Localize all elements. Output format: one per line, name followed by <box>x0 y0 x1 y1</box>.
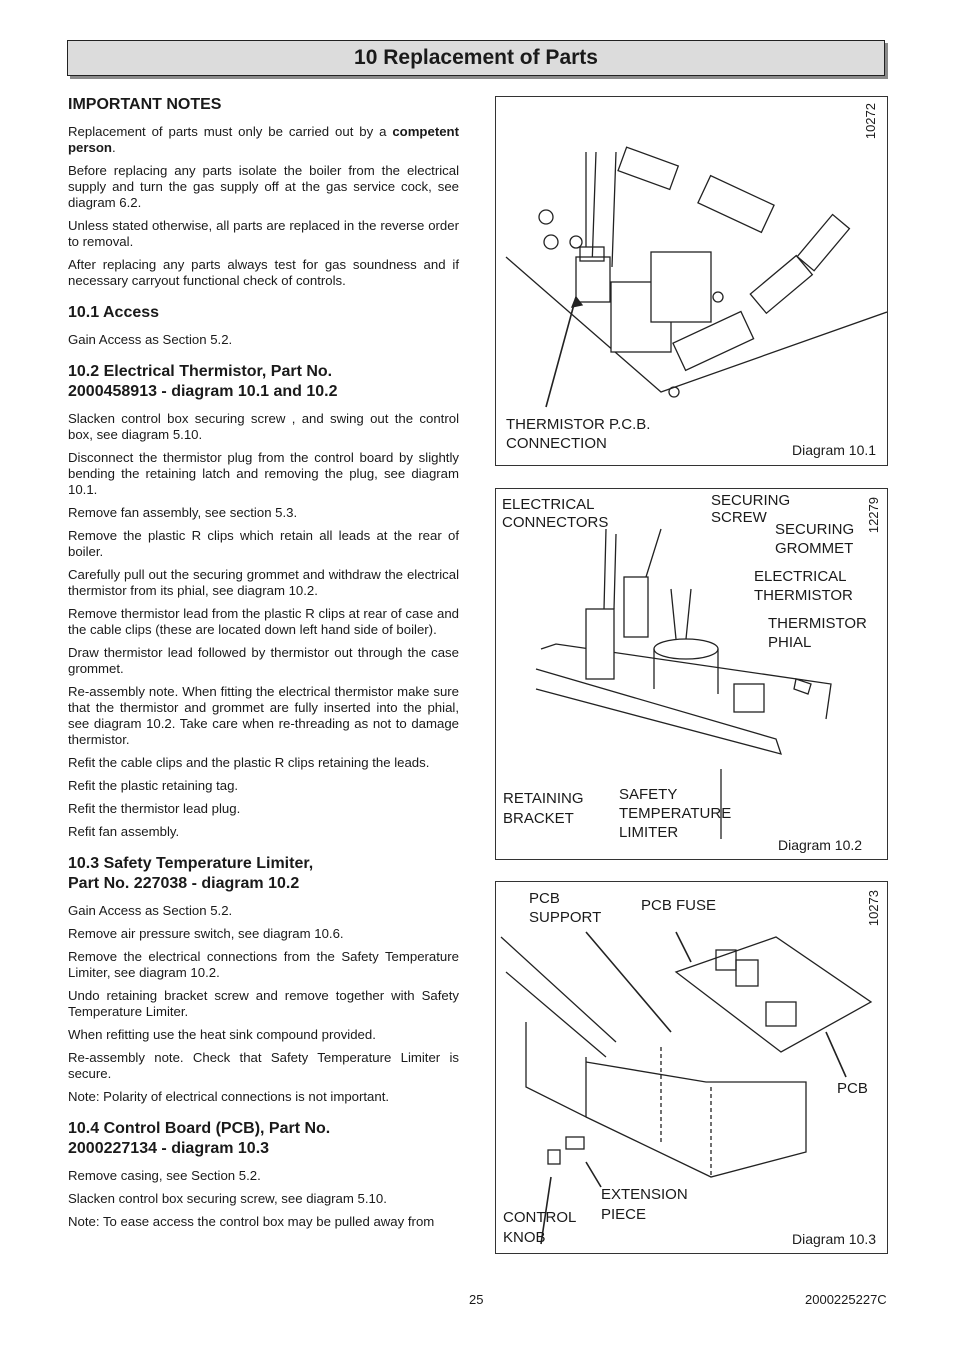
section-heading: 10.1 Access <box>68 304 160 321</box>
section-paragraph: Re-assembly note. When fitting the electrical thermistor make sure that the thermistor and grommet are fully inserted into the phial, see diagram 10.2. Take care when re-threading as not to damage thermistor. <box>68 684 459 747</box>
diagram-caption: Diagram 10.3 <box>792 1231 877 1247</box>
section-limiter <box>68 854 459 1105</box>
section-paragraph: Disconnect the thermistor plug from the control board by slightly bending the retaining latch and removing the plug, see diagram 10.1. <box>68 450 459 497</box>
section-paragraph: Re-assembly note. Check that Safety Temperature Limiter is secure. <box>68 1050 459 1081</box>
section-paragraph: Remove fan assembly, see section 5.3. <box>68 505 298 520</box>
section-heading: 10.3 Safety Temperature Limiter, Part No. 227038 - diagram 10.2 <box>68 855 314 892</box>
section-paragraph: Gain Access as Section 5.2. <box>68 903 233 918</box>
securing-grommet-label: SECURING GROMMET <box>775 521 855 557</box>
thermistor-pcb-connection-label: THERMISTOR P.C.B. CONNECTION <box>506 416 651 452</box>
title-bar <box>67 40 885 76</box>
section-paragraph: Note: Polarity of electrical connections is not important. <box>68 1089 390 1104</box>
diagram-10-3 <box>495 881 888 1254</box>
extension-piece-label: EXTENSION PIECE <box>601 1186 688 1223</box>
section-paragraph: Draw thermistor lead followed by thermistor out through the case grommet. <box>68 645 459 676</box>
section-paragraph: Refit the thermistor lead plug. <box>68 801 241 816</box>
section-paragraph: Undo retaining bracket screw and remove together with Safety Temperature Limiter. <box>68 988 459 1019</box>
section-paragraph: Note: To ease access the control box may be pulled away from <box>68 1214 435 1229</box>
pcb-label: PCB <box>837 1080 868 1097</box>
section-paragraph: Carefully pull out the securing grommet and withdraw the electrical thermistor from its phial, see diagram 10.2. <box>68 567 459 598</box>
diagram-code: 12279 <box>866 497 881 534</box>
page-title: 10 Replacement of Parts <box>354 46 598 69</box>
page-number: 25 <box>469 1292 484 1307</box>
section-paragraph: Refit the cable clips and the plastic R clips retaining the leads. <box>68 755 430 770</box>
control-knob-label: CONTROL KNOB <box>503 1209 577 1246</box>
section-access <box>68 303 459 348</box>
notes-paragraph: Replacement of parts must only be carried out by a competent person. <box>68 124 459 155</box>
diagram-code: 10273 <box>866 890 881 927</box>
section-thermistor <box>68 362 459 840</box>
diagram-code: 10272 <box>863 103 878 140</box>
diagram-10-1 <box>495 96 888 466</box>
section-paragraph: When refitting use the heat sink compound provided. <box>68 1027 376 1042</box>
securing-screw-label: SECURING SCREW <box>711 492 791 526</box>
section-paragraph: Remove thermistor lead from the plastic R clips at rear of case and the cable clips (these are located down left hand side of boiler). <box>68 606 459 637</box>
diagram-10-2 <box>495 488 888 860</box>
thermistor-phial-label: THERMISTOR PHIAL <box>768 615 867 651</box>
section-paragraph: Remove air pressure switch, see diagram 10.6. <box>68 926 344 941</box>
section-paragraph: Refit the plastic retaining tag. <box>68 778 239 793</box>
section-paragraph: Remove the electrical connections from the Safety Temperature Limiter, see diagram 10.2. <box>68 949 459 980</box>
diagram-caption: Diagram 10.1 <box>792 442 877 458</box>
section-paragraph: Gain Access as Section 5.2. <box>68 332 233 347</box>
notes-paragraph: Unless stated otherwise, all parts are replaced in the reverse order to removal. <box>68 218 459 249</box>
text-column <box>68 95 459 1237</box>
section-paragraph: Remove casing, see Section 5.2. <box>68 1168 261 1183</box>
electrical-connectors-label: ELECTRICAL CONNECTORS <box>502 496 609 531</box>
section-heading: 10.4 Control Board (PCB), Part No. 2000227134 - diagram 10.3 <box>68 1120 331 1157</box>
section-paragraph: Slacken control box securing screw, see diagram 5.10. <box>68 1191 387 1206</box>
pcb-fuse-label: PCB FUSE <box>641 897 717 914</box>
notes-paragraph: Before replacing any parts isolate the boiler from the electrical supply and turn the gas supply off at the gas service cock, see diagram 6.2. <box>68 163 459 210</box>
diagram-caption: Diagram 10.2 <box>778 837 863 853</box>
safety-temperature-limiter-label: SAFETY TEMPERATURE LIMITER <box>619 786 732 841</box>
document-number: 2000225227C <box>805 1292 887 1307</box>
section-control-board <box>68 1119 459 1230</box>
section-heading: 10.2 Electrical Thermistor, Part No. 2000458913 - diagram 10.1 and 10.2 <box>68 363 338 400</box>
notes-heading: IMPORTANT NOTES <box>68 96 222 113</box>
pcb-assembly-illustration <box>496 882 887 1253</box>
retaining-bracket-label: RETAINING BRACKET <box>503 790 584 827</box>
pcb-support-label: PCB SUPPORT <box>529 890 602 926</box>
section-paragraph: Refit fan assembly. <box>68 824 180 839</box>
notes-paragraph: After replacing any parts always test for gas soundness and if necessary carryout functional check of controls. <box>68 257 459 288</box>
pcb-illustration <box>496 97 887 465</box>
electrical-thermistor-label: ELECTRICAL THERMISTOR <box>754 568 853 604</box>
section-paragraph: Remove the plastic R clips which retain all leads at the rear of boiler. <box>68 528 459 559</box>
section-paragraph: Slacken control box securing screw , and swing out the control box, see diagram 5.10. <box>68 411 459 442</box>
